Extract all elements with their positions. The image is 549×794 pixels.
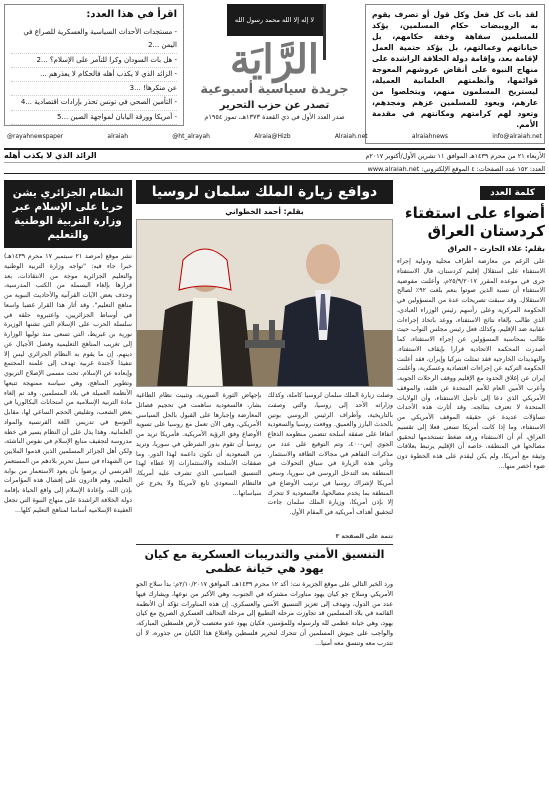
publisher-tag: تصدر عن حزب التحرير (219, 100, 330, 111)
contents-item[interactable]: - مستجدات الأحداث السياسية والعسكرية للصراع في اليمن ...2 (11, 26, 177, 54)
main-headline[interactable]: دوافع زيارة الملك سلمان لروسيا (136, 180, 393, 204)
issue-date: الأربعاء ٢١ من محرم ١٤٣٩هـ الموافق ١١ تشرين الأول/أكتوبر ٢٠١٧م (365, 152, 545, 160)
secondary-headline[interactable]: التنسيق الأمني والتدريبات العسكرية مع كيان يهود هي خيانة عظمى (136, 544, 393, 576)
social-link[interactable]: alraiahnews (411, 132, 449, 140)
contents-item[interactable]: - الزائد الذي لا يكذب أهله فالحكام لا يعذرهم ... (11, 68, 177, 82)
side-article-title[interactable]: النظام الجزائري يشن حربا على الإسلام عبر وزارة التربية الوطنية والتعليم (4, 180, 132, 248)
social-link[interactable]: Alraiah.net (334, 132, 368, 140)
section-label: كلمة العدد (480, 186, 545, 200)
black-flag-icon (227, 4, 323, 36)
contents-item[interactable]: عن منكرها! ...3 (11, 82, 177, 96)
issue-number: العدد: ١٥٢ عدد الصفحات: ٤ الموقع الإلكتروني: www.alraiah.net (367, 165, 545, 173)
editorial-quote-box (365, 4, 545, 144)
masthead (4, 4, 545, 144)
contents-item[interactable]: - أمريكا وورقة اليابان لمواجهة الصين ...5 (11, 111, 177, 125)
issue-info-bar (4, 148, 545, 174)
social-link[interactable]: Alraia@Hizb (254, 132, 291, 140)
flag-text: لا إله إلا الله محمد رسول الله (234, 16, 315, 24)
logo-area (188, 4, 361, 144)
editorial-quote: لقد بات كل فعل وكل قول أو تصرف يقوم به الرويبضات حكام المسلمين، يؤكد للمسلمين سفاهة وخفة حكامهم، بل خياناتهم وعمالتهم، بل يؤكد حتمية العمل لإقامة بعد، وإقامة دولة الخلافة الراشدة على منهاج النبوة على أنقاض عروشهم المعوجة قوائمها، وأنظمتهم العلمانية العميلة، ليستريح المسلمون منهم، ويتخلصوا من عارهم، ويعود للمسلمين عزهم ومجدهم، وتعود لهم كرامتهم ومكانتهم في مقدمة الأمم. (372, 10, 538, 129)
slogan: الرائد الذي لا يكذب أهله (4, 151, 97, 160)
social-link[interactable]: @ht_alrayah (172, 132, 210, 140)
side-article-body: نشر موقع (مرصد ٢١ سبتمبر ١٧ محرم ١٤٣٩هـ) خبرا جاء فيه: "تواجه وزارة التربية الوطنية والتعليم الجزائرية موجة من الانتقادات، بعد قرارها بإلغاء البسملة من الكتب المدرسية، وحذف بعض الآيات القرآنية والأحاديث النبوية من مناهج التعليم". وقد أثار هذا القرار غضبا واسعا في أوساط الجزائريين، واعتبروه حلقة في سلسلة الحرب على الإسلام التي تشنها الوزيرة نورية بن غبريط، التي تسعى منذ توليها الوزارة إلى تغريب المناهج التعليمية وفصل الأجيال عن دينهم. إن ما يقوم به النظام الجزائري ليس إلا تنفيذا لأجندة غربية تهدف إلى علمنة المجتمع وإبعاده عن الإسلام، تحت مسمى الإصلاح التربوي وتطوير المناهج، وهي سياسة ممنهجة تتبعها الأنظمة العميلة في بلاد المسلمين. وقد تم إلغاء مادة التربية الإسلامية من امتحانات البكالوريا في بعض الشعب، وتقليص الحجم الساعي لها، مقابل التوسع في تدريس اللغة الفرنسية والمواد العلمانية. وهذا يدل على أن النظام يسير في خطة مدروسة لتجفيف منابع الإسلام في نفوس الناشئة، ولكن أهل الجزائر المسلمين الذين قدموا الملايين من الشهداء في سبيل تحرير بلادهم من المستعمر الفرنسي لن يرضوا بأن يعود الاستعمار من بوابة التعليم، وهم قادرون على إفشال هذه المؤامرات بإذن الله، وإعادة الإسلام إلى واقع الحياة بإقامة دولة الخلافة الراشدة على منهاج النبوة التي تجعل العقيدة الإسلامية أساسا لمناهج التعليم كلها... (4, 253, 132, 514)
social-link[interactable]: @rayahnewspaper (7, 132, 64, 140)
logo-subtitle: جريدة سياسية أسبوعية (200, 82, 349, 97)
contents-item[interactable]: - هل بات السودان وكرا للتآمر على الإسلام؟ ...2 (11, 54, 177, 68)
article-body: على الرغم من معارضة أطراف محلية ودولية إجراء الاستفتاء على استقلال إقليم كردستان، قال الاستفتاء جرى في موعده المقرر ٢٥/٩/٢٠١٧م، وأعلنت مفوضية الاستفتاء أن نسبة الذين صوتوا بنعم بلغت ٩٢٪ لصالح الاستقلال. وقد سبقت تصريحات عدة من المسؤولين في الحكومة المركزية وعلى رأسهم رئيس الوزراء العبادي، الذي طالب بإلغاء نتائج الاستفتاء، ووعد باتخاذ إجراءات عقابية ضد الإقليم، وكذلك فعل رئيس مجلس النواب حيث طالب بمحاسبة المسؤولين عن إجراء الاستفتاء، كما أصدرت المحكمة الاتحادية قرارا بإيقاف الاستفتاء. والتهديدات الخارجية فقد تمثلت بتركيا وإيران، فقد أعلنت الحكومة التركية عن إجراءات اقتصادية وعسكرية، وأعلنت إيران عن إغلاق الحدود مع الإقليم ووقف الرحلات الجوية، وأعرب الأمين العام للأمم المتحدة عن قلقه، والموقف الأمريكي الذي دعا إلى تأجيل الاستفتاء، وأن الولايات المتحدة لا تعترف بنتائجه. وقد أثارت هذه الأحداث تساؤلات عديدة عن حقيقة الموقف الأمريكي من الاستفتاء، وما إذا كانت أمريكا تسعى فعلا إلى تقسيم العراق، أم أن الاستفتاء ورقة ضغط تستخدمها لتحقيق مصالحها في المنطقة، خاصة أن الإقليم يرتبط بعلاقات وثيقة مع أمريكا، ولم يكن ليقدم على هذه الخطوة دون ضوء أخضر منها... (397, 258, 545, 470)
leaders-photo (136, 219, 393, 387)
secondary-article-body: ورد الخبر التالي على موقع الجزيرة نت: أكد ١٢ محرم ١٤٣٩هـ، الموافق ٢/١٠/٢٠١٧م: بدأ سلاح الجو الأمريكي وسلاح جو كيان يهود مناورات مشتركة في الجنوب، وهي الأكبر من نوعها، ويشارك فيها عدد من الدول، وتهدف إلى تعزيز التنسيق الأمني والعسكري. إن هذه المناورات تؤكد أن الأنظمة القائمة في بلاد المسلمين قد تجاوزت مرحلة التطبيع إلى مرحلة التحالف العسكري الصريح مع كيان يهود، وهي خيانة عظمى لله ولرسوله وللمؤمنين، فكيان يهود عدو مغتصب لأرض فلسطين المباركة، والواجب على جيوش المسلمين أن تتحرك لتحرير فلسطين واقتلاع هذا الكيان من جذوره، لا أن تتدرب معه وتنسق معه أمنيا... (136, 581, 393, 647)
side-article-column (4, 180, 132, 790)
contents-title: اقرأ في هذا العدد: (86, 9, 177, 20)
leaders-photo-illustration (136, 220, 392, 387)
article-byline: بقلم: علاء الحارث - العراق (447, 244, 545, 253)
contents-item[interactable]: - التأمين الصحي في تونس تحذر بإرادات اقتصادية ...4 (11, 96, 177, 110)
social-link[interactable]: info@alraiah.net (492, 132, 542, 140)
continue-note[interactable]: تتمة على الصفحة ٣ (335, 533, 393, 540)
editorial-column (397, 180, 545, 790)
social-link[interactable]: alraiah (107, 132, 129, 140)
main-article-body-right: وصلت زيارة الملك سلمان لروسيا كاملة، وكذلك وزاراته الأحد إلى روسيا، والتي وصفت بالتاريخية، وأطراف الرئيس الروسي بوتين بالحدث البارز والعميق. ووقعت روسيا والسعودية اتفاقا على صفقة أسلحة تتضمن منظومة الدفاع الجوي إس-٤٠٠، وتم التوقيع على عدد من مذكرات التفاهم في مجالات الطاقة والاستثمار. وتأتي هذه الزيارة في سياق التحولات في المنطقة بعد التدخل الروسي في سوريا، وسعي أمريكا لإشراك روسيا في ترتيب الأوضاع في المنطقة بما يخدم مصالحها، فالسعودية لا تتحرك إلا بإذن أمريكا، وزيارة الملك سلمان جاءت لتحقيق أهداف أمريكية في المقام الأول. (267, 392, 393, 516)
contents-box (4, 4, 184, 126)
article-title[interactable]: أضواء على استفتاء كردستان العراق (404, 204, 545, 240)
main-article-column (136, 180, 393, 790)
newspaper-logo: الرَّايَة (229, 36, 320, 83)
main-article-body-left: بإجهاض الثورة السورية، وتثبيت نظام الطاغية بشار، فالسعودية ساهمت في تحجيم فصائل المعارضة وإجبارها على القبول بالحل السياسي الأمريكي، وهي الآن تعمل مع روسيا على تسوية الأوضاع وفق الرؤية الأمريكية. فأمريكا تريد من روسيا أن تقوم بدور الشرطي في سوريا، وتريد من السعودية أن تكون داعمة لهذا الدور. وما صفقات الأسلحة والاستثمارات إلا غطاء لهذا التنسيق السياسي الذي تشرف عليه أمريكا، فالنظام السعودي تابع لأمريكا ولا يخرج عن سياساتها... (136, 392, 262, 497)
first-issue-note: صدر العدد الأول في ذي القعدة ١٣٧٣هـ، تموز ١٩٥٤م (204, 113, 345, 121)
main-byline: بقلم: أحمد الخطواني (225, 207, 304, 216)
social-links-row (4, 130, 545, 142)
